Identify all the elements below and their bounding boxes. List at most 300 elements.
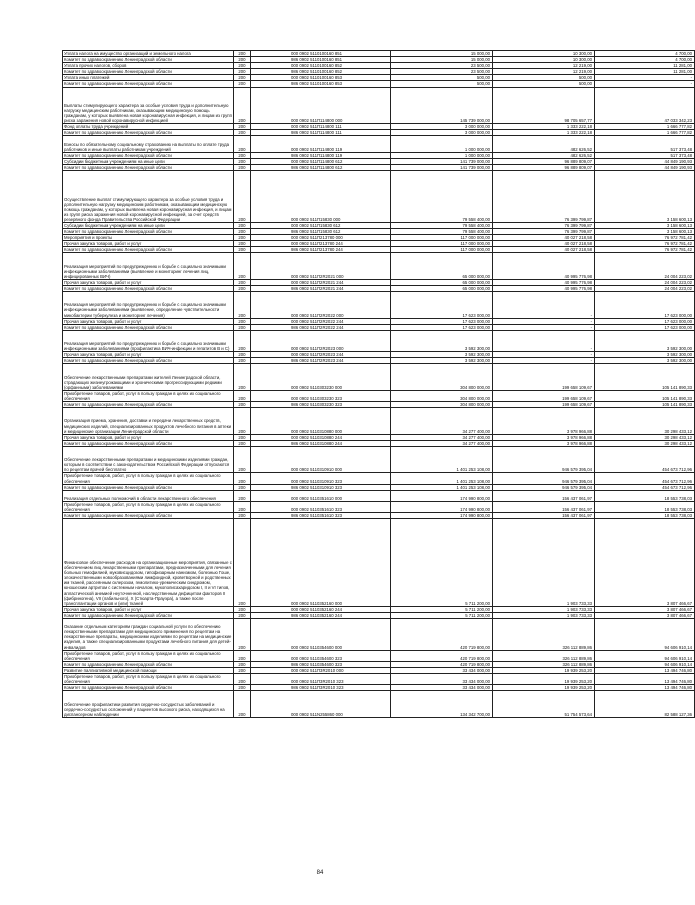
- row-code: 200: [234, 136, 251, 152]
- row-executed: 199 658 109,67: [493, 390, 595, 401]
- row-name: Прочая закупка товаров, работ и услуг: [63, 318, 234, 324]
- row-name: Субсидии бюджетным учреждениям на иные цели: [63, 223, 234, 229]
- row-kbk: 000 0902 5110100160 851: [251, 51, 391, 57]
- table-row: [63, 446, 695, 473]
- row-kbk: 986 0902 511П114800 119: [251, 152, 391, 158]
- row-plan: 34 277 400,00: [391, 434, 493, 440]
- row-name: Мероприятия и проекты: [63, 235, 234, 241]
- table-row: [63, 253, 695, 280]
- row-plan: 65 000 000,00: [391, 279, 493, 285]
- table-row: [63, 619, 695, 651]
- row-kbk: 000 0902 511П114800 612: [251, 158, 391, 164]
- row-executed: 1 333 222,18: [493, 124, 595, 130]
- row-remaining: 1 666 777,82: [595, 124, 695, 130]
- row-code: 200: [234, 330, 251, 351]
- row-plan: 420 719 800,00: [391, 650, 493, 661]
- row-name: Комитет по здравоохранению Ленинградской области: [63, 440, 234, 446]
- row-plan: 3 592 300,00: [391, 352, 493, 358]
- table-row: [63, 674, 695, 685]
- row-kbk: 000 0902 511П213780 244: [251, 241, 391, 247]
- row-remaining: 76 972 781,42: [595, 241, 695, 247]
- row-name: Выплаты стимулирующего характера за особые условия труда и дополнительную нагрузку медицинским работникам, оказывающим медицинскую помощь гражданам, у которых выявлена новая коронавирусная инфекция, и лицам из групп риска заражения новой коронавирусной инфекцией: [63, 87, 234, 124]
- row-executed: -: [493, 318, 595, 324]
- row-name: Реализация отдельных полномочий в области лекарственного обеспечения: [63, 490, 234, 501]
- row-code: 200: [234, 124, 251, 130]
- row-remaining: 76 972 781,42: [595, 247, 695, 253]
- row-code: 200: [234, 519, 251, 607]
- row-plan: 65 000 000,00: [391, 253, 493, 280]
- row-code: 200: [234, 691, 251, 718]
- row-executed: 946 579 395,04: [493, 473, 595, 484]
- row-name: Организация приема, хранения, доставки и передачи лекарственных средств, медицинских изделий, специализированных продуктов лечебного питания в аптеки и медицинские организации Ленинградской области: [63, 408, 234, 435]
- row-kbk: 986 0902 5110310880 244: [251, 440, 391, 446]
- row-remaining: 44 849 190,93: [595, 164, 695, 170]
- row-name: Комитет по здравоохранению Ленинградской области: [63, 685, 234, 691]
- row-name: Комитет по здравоохранению Ленинградской области: [63, 130, 234, 136]
- row-code: 200: [234, 57, 251, 63]
- row-executed: 40 027 218,58: [493, 235, 595, 241]
- row-code: 200: [234, 171, 251, 223]
- row-name: Прочая закупка товаров, работ и услуг: [63, 352, 234, 358]
- row-plan: 33 434 000,00: [391, 685, 493, 691]
- row-name: Приобретение товаров, работ, услуг в пользу граждан в целях их социального обеспечения: [63, 473, 234, 484]
- row-plan: 500,00: [391, 81, 493, 87]
- row-executed: 500,00: [493, 81, 595, 87]
- row-name: Комитет по здравоохранению Ленинградской области: [63, 81, 234, 87]
- row-remaining: 30 298 433,12: [595, 434, 695, 440]
- row-kbk: 986 0902 511П2R2021 244: [251, 286, 391, 292]
- page-number: 84: [316, 870, 324, 876]
- row-kbk: 986 0902 511П2R2023 244: [251, 358, 391, 364]
- row-plan: 79 558 400,00: [391, 223, 493, 229]
- row-executed: 40 027 218,58: [493, 241, 595, 247]
- row-kbk: 000 0902 5110310880 000: [251, 408, 391, 435]
- row-code: 200: [234, 69, 251, 75]
- row-code: 200: [234, 501, 251, 512]
- row-plan: 5 711 200,00: [391, 519, 493, 607]
- row-name: Приобретение товаров, работ, услуг в пользу граждан в целях их социального обеспечения: [63, 501, 234, 512]
- row-plan: 17 623 000,00: [391, 318, 493, 324]
- row-name: Фонд оплаты труда учреждений: [63, 124, 234, 130]
- row-code: 200: [234, 490, 251, 501]
- table-row: [63, 473, 695, 484]
- row-kbk: 986 0902 5110100160 853: [251, 81, 391, 87]
- row-kbk: 000 0902 5110352160 000: [251, 519, 391, 607]
- row-name: Комитет по здравоохранению Ленинградской области: [63, 247, 234, 253]
- row-executed: 1 903 733,33: [493, 612, 595, 618]
- row-code: 200: [234, 286, 251, 292]
- row-remaining: 11 281,00: [595, 69, 695, 75]
- row-code: 200: [234, 130, 251, 136]
- row-plan: 420 719 800,00: [391, 661, 493, 667]
- row-code: 200: [234, 158, 251, 164]
- row-plan: 17 623 000,00: [391, 324, 493, 330]
- row-executed: 76 399 799,87: [493, 223, 595, 229]
- row-kbk: 986 0902 5110310910 323: [251, 484, 391, 490]
- row-remaining: 18 553 738,03: [595, 513, 695, 519]
- row-name: Комитет по здравоохранению Ленинградской области: [63, 484, 234, 490]
- row-code: 200: [234, 87, 251, 124]
- row-name: Обеспечение лекарственными препаратами жителей Ленинградской области, страдающих жизнеугрожающими и хроническими прогрессирующими редкими (орфанными) заболеваниями: [63, 364, 234, 391]
- row-remaining: 11 281,00: [595, 63, 695, 69]
- row-code: 200: [234, 152, 251, 158]
- row-name: Приобретение товаров, работ, услуг в пользу граждан в целях их социального обеспечения: [63, 674, 234, 685]
- row-plan: 65 000 000,00: [391, 286, 493, 292]
- row-name: Комитет по здравоохранению Ленинградской области: [63, 402, 234, 408]
- row-name: Прочая закупка товаров, работ и услуг: [63, 241, 234, 247]
- row-code: 200: [234, 292, 251, 319]
- row-plan: 117 000 000,00: [391, 235, 493, 241]
- row-kbk: 000 0902 511П2R2023 000: [251, 330, 391, 351]
- row-kbk: 986 0902 5110303230 323: [251, 402, 391, 408]
- row-remaining: 454 673 712,96: [595, 473, 695, 484]
- row-kbk: 986 0902 511П114800 111: [251, 130, 391, 136]
- row-name: Финансовое обеспечение расходов на организационные мероприятия, связанные с обеспечением лиц лекарственными препаратами, предназначенными для лечения больных гемофилией, муковисцидозом, гипофизарным нанизмом, болезнью Гоше, злокачественными новообразованиями лимфоидной, кроветворной и родственных им тканей, рассеянным склерозом, гемолитико-уремическим синдромом, юношеским артритом с системным началом, мукополисахаридозом I, II и VI типов, апластической анемией неуточненной, наследственным дефицитом факторов II (фибриногена), VII (лабильного), X (Стюарта-Прауэра), а также после трансплантации органов и (или) тканей: [63, 519, 234, 607]
- row-kbk: 986 0902 511П3R2010 323: [251, 685, 391, 691]
- row-plan: 3 592 300,00: [391, 330, 493, 351]
- row-kbk: 000 0902 511П2R2022 000: [251, 292, 391, 319]
- row-plan: 15 000,00: [391, 51, 493, 57]
- row-plan: 33 434 000,00: [391, 667, 493, 673]
- row-plan: 15 000,00: [391, 57, 493, 63]
- row-name: Обеспечение лекарственными препаратами и медицинскими изделиями граждан, которым в соответствии с законодательством Российской Федерации отпускаются по рецептам врачей бесплатно: [63, 446, 234, 473]
- row-remaining: -: [595, 75, 695, 81]
- row-remaining: 24 004 223,02: [595, 253, 695, 280]
- row-executed: 98 705 657,77: [493, 87, 595, 124]
- row-kbk: 000 0902 511П213780 000: [251, 235, 391, 241]
- table-row: [63, 519, 695, 607]
- row-code: 200: [234, 484, 251, 490]
- row-remaining: 517 373,48: [595, 152, 695, 158]
- row-code: 200: [234, 650, 251, 661]
- row-executed: 19 939 253,20: [493, 685, 595, 691]
- row-executed: 10 300,00: [493, 51, 595, 57]
- report-page: [62, 50, 692, 718]
- row-code: 200: [234, 661, 251, 667]
- row-executed: 40 027 218,58: [493, 247, 595, 253]
- row-code: 200: [234, 253, 251, 280]
- row-remaining: 30 298 433,12: [595, 440, 695, 446]
- row-plan: 1 000 000,00: [391, 152, 493, 158]
- row-remaining: 47 033 342,23: [595, 87, 695, 124]
- row-remaining: 17 623 000,00: [595, 324, 695, 330]
- row-plan: 79 558 400,00: [391, 171, 493, 223]
- row-plan: 117 000 000,00: [391, 241, 493, 247]
- row-remaining: 13 494 746,80: [595, 667, 695, 673]
- row-remaining: 13 494 746,80: [595, 674, 695, 685]
- row-kbk: 000 0902 5110354600 323: [251, 650, 391, 661]
- row-executed: -: [493, 352, 595, 358]
- row-plan: 17 623 000,00: [391, 292, 493, 319]
- row-plan: 1 000 000,00: [391, 136, 493, 152]
- row-executed: 156 437 061,97: [493, 513, 595, 519]
- row-remaining: -: [595, 81, 695, 87]
- row-plan: 145 739 000,00: [391, 87, 493, 124]
- row-executed: 199 658 109,67: [493, 402, 595, 408]
- row-executed: 482 626,52: [493, 152, 595, 158]
- row-plan: 1 401 253 108,00: [391, 446, 493, 473]
- row-kbk: 986 0902 5110352160 244: [251, 612, 391, 618]
- row-kbk: 000 0902 5110100160 853: [251, 75, 391, 81]
- row-plan: 174 990 800,00: [391, 513, 493, 519]
- row-kbk: 986 0902 5110351610 323: [251, 513, 391, 519]
- row-plan: 5 711 200,00: [391, 612, 493, 618]
- row-remaining: 3 592 300,00: [595, 352, 695, 358]
- row-plan: 304 800 000,00: [391, 390, 493, 401]
- row-code: 200: [234, 235, 251, 241]
- row-remaining: 17 623 000,00: [595, 292, 695, 319]
- row-code: 200: [234, 612, 251, 618]
- row-remaining: 3 158 600,13: [595, 229, 695, 235]
- row-remaining: 3 807 466,67: [595, 606, 695, 612]
- row-plan: 174 990 800,00: [391, 490, 493, 501]
- row-executed: 482 626,52: [493, 136, 595, 152]
- row-plan: 134 342 700,00: [391, 691, 493, 718]
- row-remaining: 13 494 746,80: [595, 685, 695, 691]
- row-code: 200: [234, 674, 251, 685]
- row-remaining: 454 673 712,96: [595, 446, 695, 473]
- row-plan: 420 719 800,00: [391, 619, 493, 651]
- row-kbk: 000 0902 511П2R2022 244: [251, 318, 391, 324]
- row-kbk: 000 0902 5110310910 000: [251, 446, 391, 473]
- row-name: Приобретение товаров, работ, услуг в пользу граждан в целях их социального обеспечения: [63, 650, 234, 661]
- row-code: 200: [234, 358, 251, 364]
- row-code: 200: [234, 81, 251, 87]
- row-code: 200: [234, 606, 251, 612]
- row-code: 200: [234, 619, 251, 651]
- row-code: 200: [234, 247, 251, 253]
- row-kbk: 000 0902 5110303230 000: [251, 364, 391, 391]
- row-name: Комитет по здравоохранению Ленинградской области: [63, 612, 234, 618]
- row-name: Взносы по обязательному социальному страхованию на выплаты по оплате труда работников и иные выплаты работникам учреждений: [63, 136, 234, 152]
- row-executed: 156 437 061,97: [493, 501, 595, 512]
- row-name: Прочая закупка товаров, работ и услуг: [63, 279, 234, 285]
- row-executed: 96 889 809,07: [493, 158, 595, 164]
- row-plan: 23 500,00: [391, 69, 493, 75]
- row-executed: 3 978 966,88: [493, 434, 595, 440]
- row-executed: 3 978 966,88: [493, 440, 595, 446]
- row-code: 200: [234, 434, 251, 440]
- row-code: 200: [234, 75, 251, 81]
- row-remaining: 94 606 910,14: [595, 661, 695, 667]
- row-kbk: 000 0902 5110303230 323: [251, 390, 391, 401]
- row-code: 200: [234, 402, 251, 408]
- row-name: Комитет по здравоохранению Ленинградской области: [63, 152, 234, 158]
- row-name: Обеспечение профилактики развития сердечно-сосудистых заболеваний и сердечно-сосудистых осложнений у пациентов высокого риска, находящихся на диспансерном наблюдении: [63, 691, 234, 718]
- row-executed: 40 995 776,98: [493, 286, 595, 292]
- row-code: 200: [234, 241, 251, 247]
- row-name: Приобретение товаров, работ, услуг в пользу граждан в целях их социального обеспечения: [63, 390, 234, 401]
- row-kbk: 986 0902 511П213780 244: [251, 247, 391, 253]
- row-name: Уплата прочих налогов, сборов: [63, 63, 234, 69]
- row-name: Развитие паллиативной медицинской помощи: [63, 667, 234, 673]
- row-executed: -: [493, 292, 595, 319]
- row-name: Прочая закупка товаров, работ и услуг: [63, 606, 234, 612]
- row-executed: 40 995 776,98: [493, 279, 595, 285]
- row-executed: 76 399 799,87: [493, 171, 595, 223]
- row-name: Прочая закупка товаров, работ и услуг: [63, 434, 234, 440]
- row-plan: 304 800 000,00: [391, 402, 493, 408]
- row-code: 200: [234, 279, 251, 285]
- row-plan: 500,00: [391, 75, 493, 81]
- row-code: 200: [234, 364, 251, 391]
- row-code: 200: [234, 63, 251, 69]
- row-plan: 304 800 000,00: [391, 364, 493, 391]
- row-name: Реализация мероприятий по предупреждению и борьбе с социально значимыми инфекционными заболеваниями (выявление, определение чувствительности микобактерии туберкулеза и мониторинг лечения): [63, 292, 234, 319]
- row-code: 200: [234, 390, 251, 401]
- row-kbk: 000 0902 5110351610 323: [251, 501, 391, 512]
- row-remaining: 4 700,00: [595, 51, 695, 57]
- row-kbk: 000 0902 511N255860 000: [251, 691, 391, 718]
- row-code: 200: [234, 352, 251, 358]
- row-executed: 12 219,00: [493, 63, 595, 69]
- row-plan: 79 558 400,00: [391, 229, 493, 235]
- table-body: [63, 51, 695, 718]
- row-remaining: 94 606 910,14: [595, 619, 695, 651]
- row-remaining: 3 807 466,67: [595, 519, 695, 607]
- row-executed: 40 995 776,98: [493, 253, 595, 280]
- row-remaining: 517 373,48: [595, 136, 695, 152]
- row-plan: 3 592 300,00: [391, 358, 493, 364]
- table-row: [63, 650, 695, 661]
- row-code: 200: [234, 318, 251, 324]
- row-name: Уплата налога на имущество организаций и земельного налога: [63, 51, 234, 57]
- row-executed: 1 903 733,33: [493, 519, 595, 607]
- row-name: Комитет по здравоохранению Ленинградской области: [63, 661, 234, 667]
- row-remaining: 82 588 127,36: [595, 691, 695, 718]
- row-kbk: 986 0902 511П2R2022 244: [251, 324, 391, 330]
- table-row: [63, 490, 695, 501]
- row-code: 200: [234, 223, 251, 229]
- row-plan: 33 434 000,00: [391, 674, 493, 685]
- table-row: [63, 292, 695, 319]
- row-remaining: 105 141 890,33: [595, 364, 695, 391]
- row-executed: 946 579 395,04: [493, 446, 595, 473]
- table-row: [63, 390, 695, 401]
- row-executed: 96 889 809,07: [493, 164, 595, 170]
- row-name: Комитет по здравоохранению Ленинградской области: [63, 164, 234, 170]
- row-kbk: 000 0902 511П2R2021 000: [251, 253, 391, 280]
- row-remaining: 76 972 781,42: [595, 235, 695, 241]
- row-name: Реализация мероприятий по предупреждению и борьбе с социально значимыми инфекционными заболеваниями (профилактика ВИЧ-инфекции и гепатитов В и С): [63, 330, 234, 351]
- row-kbk: 000 0902 5110354600 000: [251, 619, 391, 651]
- row-remaining: 1 666 777,82: [595, 130, 695, 136]
- row-plan: 5 711 200,00: [391, 606, 493, 612]
- table-row: [63, 87, 695, 124]
- row-name: Комитет по здравоохранению Ленинградской области: [63, 358, 234, 364]
- row-kbk: 000 0902 511П114800 000: [251, 87, 391, 124]
- row-code: 200: [234, 667, 251, 673]
- row-remaining: 3 158 600,13: [595, 171, 695, 223]
- row-remaining: 18 553 738,03: [595, 490, 695, 501]
- row-code: 200: [234, 473, 251, 484]
- row-kbk: 986 0902 511П15830 612: [251, 229, 391, 235]
- row-remaining: 105 141 890,33: [595, 402, 695, 408]
- row-remaining: 105 141 890,33: [595, 390, 695, 401]
- row-code: 200: [234, 51, 251, 57]
- row-executed: 326 112 889,86: [493, 650, 595, 661]
- row-kbk: 986 0902 5110354600 323: [251, 661, 391, 667]
- row-name: Осуществление выплат стимулирующего характера за особые условия труда и дополнительную нагрузку медицинским работникам, оказывающим медицинскую помощь гражданам, у которых выявлена новая коронавирусная инфекция, и лицам из групп риска заражения новой коронавирусной инфекцией, за счет средств резервного фонда Правительства Российской Федерации: [63, 171, 234, 223]
- row-executed: 12 219,00: [493, 69, 595, 75]
- row-kbk: 000 0902 511П3R2010 000: [251, 667, 391, 673]
- row-name: Комитет по здравоохранению Ленинградской области: [63, 324, 234, 330]
- row-name: Реализация мероприятий по предупреждению и борьбе с социально значимыми инфекционными заболеваниями (выявление и мониторинг лечения лиц, инфицированных ВИЧ): [63, 253, 234, 280]
- row-remaining: 30 298 433,12: [595, 408, 695, 435]
- row-remaining: 454 673 712,96: [595, 484, 695, 490]
- row-code: 200: [234, 324, 251, 330]
- row-remaining: 24 004 223,02: [595, 279, 695, 285]
- row-name: Субсидии бюджетным учреждениям на иные цели: [63, 158, 234, 164]
- row-executed: -: [493, 324, 595, 330]
- row-executed: 1 333 222,18: [493, 130, 595, 136]
- row-code: 200: [234, 513, 251, 519]
- row-remaining: 94 606 910,14: [595, 650, 695, 661]
- row-code: 200: [234, 440, 251, 446]
- row-plan: 34 277 400,00: [391, 408, 493, 435]
- row-executed: 326 112 889,86: [493, 619, 595, 651]
- row-remaining: 3 592 300,00: [595, 330, 695, 351]
- row-code: 200: [234, 685, 251, 691]
- table-row: [63, 501, 695, 512]
- row-remaining: 3 592 300,00: [595, 358, 695, 364]
- row-executed: 10 300,00: [493, 57, 595, 63]
- row-executed: 1 903 733,33: [493, 606, 595, 612]
- row-executed: 156 437 061,97: [493, 490, 595, 501]
- row-executed: 19 939 253,20: [493, 667, 595, 673]
- row-kbk: 000 0902 511П15830 000: [251, 171, 391, 223]
- row-executed: 946 579 395,04: [493, 484, 595, 490]
- row-code: 200: [234, 408, 251, 435]
- row-kbk: 000 0902 511П15830 612: [251, 223, 391, 229]
- row-code: 200: [234, 164, 251, 170]
- budget-execution-table: [62, 50, 695, 718]
- table-row: [63, 330, 695, 351]
- row-plan: 3 000 000,00: [391, 130, 493, 136]
- row-name: Комитет по здравоохранению Ленинградской области: [63, 513, 234, 519]
- row-plan: 1 401 253 108,00: [391, 484, 493, 490]
- row-plan: 1 401 253 108,00: [391, 473, 493, 484]
- row-kbk: 000 0902 5110310880 244: [251, 434, 391, 440]
- row-plan: 117 000 000,00: [391, 247, 493, 253]
- row-remaining: 3 807 466,67: [595, 612, 695, 618]
- row-executed: 19 939 253,20: [493, 674, 595, 685]
- row-kbk: 986 0902 5110100160 851: [251, 57, 391, 63]
- table-row: [63, 408, 695, 435]
- row-kbk: 000 0902 5110100160 852: [251, 63, 391, 69]
- row-code: 200: [234, 229, 251, 235]
- row-remaining: 3 158 600,13: [595, 223, 695, 229]
- row-name: Комитет по здравоохранению Ленинградской области: [63, 286, 234, 292]
- table-row: [63, 171, 695, 223]
- row-executed: 326 112 889,86: [493, 661, 595, 667]
- row-plan: 174 990 800,00: [391, 501, 493, 512]
- row-name: Оказание отдельным категориям граждан социальной услуги по обеспечению лекарственными препаратами для медицинского применения по рецептам на лекарственные препараты, медицинскими изделиями по рецептам на медицинские изделия, а также специализированными продуктами лечебного питания для детей-инвалидов: [63, 619, 234, 651]
- table-row: [63, 691, 695, 718]
- row-executed: 76 399 799,87: [493, 229, 595, 235]
- row-executed: -: [493, 330, 595, 351]
- row-kbk: 000 0902 5110351610 000: [251, 490, 391, 501]
- row-plan: 23 500,00: [391, 63, 493, 69]
- table-row: [63, 136, 695, 152]
- row-kbk: 000 0902 5110352160 244: [251, 606, 391, 612]
- row-kbk: 000 0902 5110310910 323: [251, 473, 391, 484]
- row-executed: 3 978 966,88: [493, 408, 595, 435]
- row-remaining: 4 700,00: [595, 57, 695, 63]
- row-kbk: 000 0902 511П114800 119: [251, 136, 391, 152]
- row-name: Уплата иных платежей: [63, 75, 234, 81]
- row-name: Комитет по здравоохранению Ленинградской области: [63, 57, 234, 63]
